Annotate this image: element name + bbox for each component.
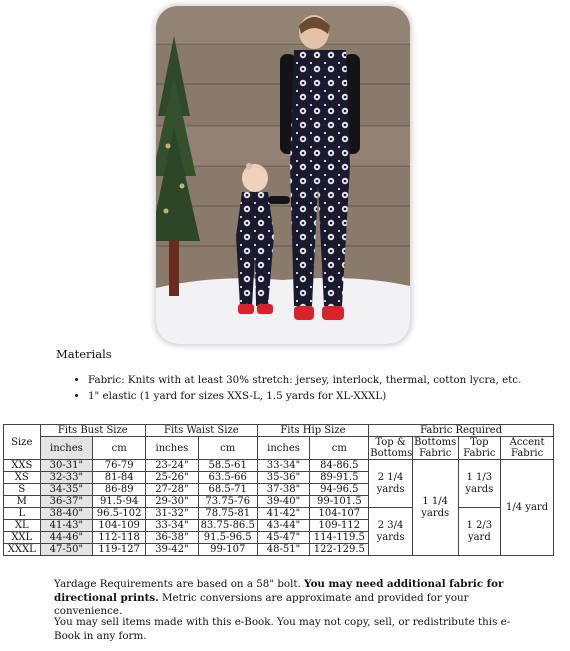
hip-inches-cell: 37-38" [257, 484, 310, 496]
waist-inches-cell: 31-32" [146, 508, 199, 520]
bust-inches-cell: 44-46" [40, 532, 93, 544]
hip-cm-cell: 114-119.5 [310, 532, 369, 544]
waist-cm-cell: 68.5-71 [198, 484, 257, 496]
waist-inches-cell: 36-38" [146, 532, 199, 544]
bust-inches-cell: 30-31" [40, 460, 93, 472]
hip-cm-header: cm [310, 437, 369, 460]
waist-inches-cell: 33-34" [146, 520, 199, 532]
bust-cm-cell: 86-89 [93, 484, 146, 496]
materials-item-fabric: • Fabric: Knits with at least 30% stretch: jersey, interlock, thermal, cotton lycra, etc. [88, 373, 570, 388]
size-cell: XL [4, 520, 41, 532]
table-row [4, 460, 554, 472]
waist-cm-cell: 99-107 [198, 544, 257, 556]
hip-inches-cell: 39-40" [257, 496, 310, 508]
top-bottoms-small-cell: 2 1/4 yards [369, 460, 413, 508]
size-cell: XXL [4, 532, 41, 544]
size-cell: S [4, 484, 41, 496]
waist-inches-cell: 23-24" [146, 460, 199, 472]
hip-inches-cell: 35-36" [257, 472, 310, 484]
bust-inches-cell: 36-37" [40, 496, 93, 508]
size-cell: L [4, 508, 41, 520]
bust-inches-cell: 47-50" [40, 544, 93, 556]
accent-fabric-header: Accent Fabric [501, 437, 554, 460]
yardage-note-text: Yardage Requirements are based on a 58" bolt. [54, 578, 305, 590]
size-cell: XXXL [4, 544, 41, 556]
yardage-note-tail: Metric conversions are approximate and provided for your convenience. [54, 591, 469, 617]
hip-inches-cell: 45-47" [257, 532, 310, 544]
bust-cm-cell: 91.5-94 [93, 496, 146, 508]
waist-inches-cell: 25-26" [146, 472, 199, 484]
materials-heading: Materials [56, 347, 112, 361]
top-bottoms-large-cell: 2 3/4 yards [369, 508, 413, 556]
bust-header: Fits Bust Size [40, 425, 146, 437]
waist-cm-cell: 63.5-66 [198, 472, 257, 484]
bottoms-fabric-cell: 1 1/4 yards [412, 460, 458, 556]
bust-inches-header: inches [40, 437, 93, 460]
hip-cm-cell: 109-112 [310, 520, 369, 532]
hip-header: Fits Hip Size [257, 425, 369, 437]
size-cell: M [4, 496, 41, 508]
waist-cm-cell: 78.75-81 [198, 508, 257, 520]
waist-cm-cell: 58.5-61 [198, 460, 257, 472]
hip-cm-cell: 99-101.5 [310, 496, 369, 508]
bust-inches-cell: 34-35" [40, 484, 93, 496]
waist-cm-header: cm [198, 437, 257, 460]
hip-cm-cell: 122-129.5 [310, 544, 369, 556]
hip-inches-cell: 41-42" [257, 508, 310, 520]
bust-inches-cell: 41-43" [40, 520, 93, 532]
hip-inches-cell: 33-34" [257, 460, 310, 472]
size-header: Size [4, 425, 41, 460]
bottoms-fabric-header: Bottoms Fabric [414, 437, 457, 459]
hip-inches-cell: 48-51" [257, 544, 310, 556]
bust-inches-cell: 38-40" [40, 508, 93, 520]
waist-cm-cell: 73.75-76 [198, 496, 257, 508]
top-bottoms-header: Top & Bottoms [370, 437, 413, 459]
pajama-photo [156, 6, 410, 344]
bust-cm-cell: 112-118 [93, 532, 146, 544]
bust-cm-cell: 96.5-102 [93, 508, 146, 520]
hip-cm-cell: 84-86.5 [310, 460, 369, 472]
size-chart-table [3, 424, 554, 556]
waist-inches-cell: 27-28" [146, 484, 199, 496]
bust-cm-cell: 119-127 [93, 544, 146, 556]
waist-cm-cell: 91.5-96.5 [198, 532, 257, 544]
license-note: You may sell items made with this e-Book. You may not copy, sell, or redistribute this e-Book in any form. [54, 616, 511, 642]
size-cell: XS [4, 472, 41, 484]
hip-cm-cell: 89-91.5 [310, 472, 369, 484]
top-fabric-large-cell: 1 2/3 yard [458, 508, 501, 556]
yardage-note [54, 578, 524, 619]
yardage-note-bold: You may need additional fabric for directional prints. [54, 578, 504, 604]
materials-list [54, 373, 570, 404]
fabric-required-header: Fabric Required [369, 425, 554, 437]
top-fabric-header: Top Fabric [458, 437, 501, 460]
bust-cm-cell: 81-84 [93, 472, 146, 484]
hip-cm-cell: 94-96.5 [310, 484, 369, 496]
bust-inches-cell: 32-33" [40, 472, 93, 484]
bust-cm-cell: 104-109 [93, 520, 146, 532]
bust-cm-header: cm [93, 437, 146, 460]
hip-inches-header: inches [257, 437, 310, 460]
materials-item-elastic: • 1" elastic (1 yard for sizes XXS-L, 1.5 yards for XL-XXXL) [88, 389, 570, 404]
waist-inches-cell: 29-30" [146, 496, 199, 508]
hip-inches-cell: 43-44" [257, 520, 310, 532]
table-row [4, 508, 554, 520]
pajama-photo-image [156, 6, 410, 344]
size-cell: XXS [4, 460, 41, 472]
waist-inches-cell: 39-42" [146, 544, 199, 556]
top-fabric-small-cell: 1 1/3 yards [458, 460, 501, 508]
waist-cm-cell: 83.75-86.5 [198, 520, 257, 532]
bust-cm-cell: 76-79 [93, 460, 146, 472]
waist-inches-header: inches [146, 437, 199, 460]
hip-cm-cell: 104-107 [310, 508, 369, 520]
waist-header: Fits Waist Size [146, 425, 258, 437]
accent-fabric-cell: 1/4 yard [501, 460, 554, 556]
